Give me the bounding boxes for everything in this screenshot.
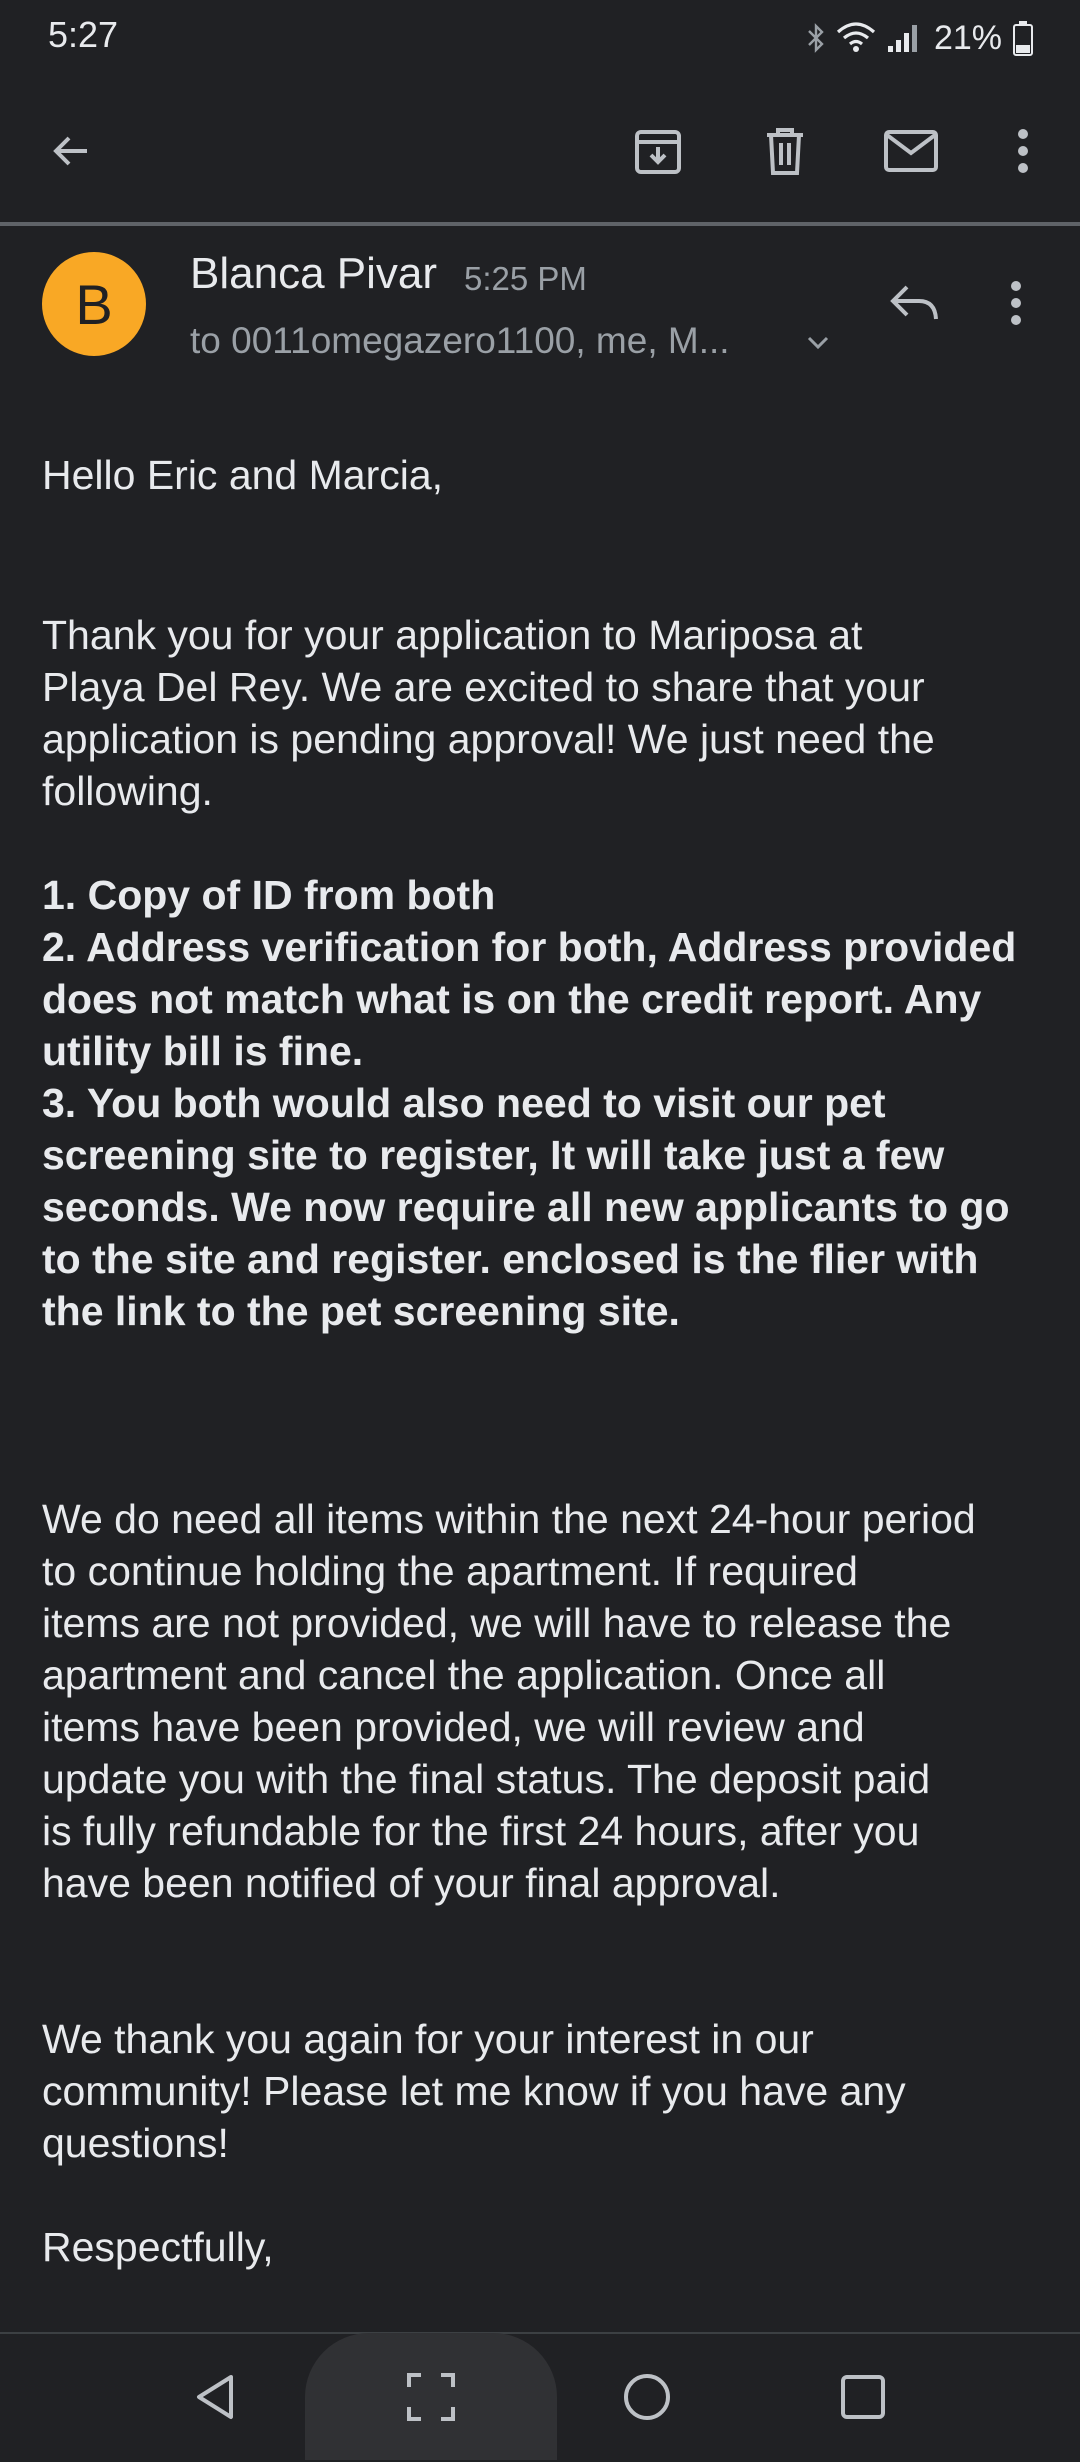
archive-icon[interactable] [623,116,693,186]
screenshot-frame-icon[interactable] [396,2362,466,2432]
recipients-summary[interactable]: to 0011omegazero1100, me, M... [190,320,730,361]
mark-unread-icon[interactable] [876,116,946,186]
body-line: apartment and cancel the application. Once all [42,1652,886,1698]
body-line: We do need all items within the next 24-hour period [42,1496,976,1542]
list-item: utility bill is fine. [42,1028,364,1074]
recents-square-icon[interactable] [828,2362,898,2432]
body-line: items have been provided, we will review and [42,1704,865,1750]
home-circle-icon[interactable] [612,2362,682,2432]
list-item: does not match what is on the credit report. Any [42,976,982,1022]
list-item: 2. Address verification for both, Address provided [42,924,1017,970]
list-item: the link to the pet screening site. [42,1288,680,1334]
body-line: have been notified of your final approval. [42,1860,781,1906]
chevron-down-icon[interactable] [800,325,836,361]
battery-percent: 21% [933,18,1002,57]
list-item: to the site and register. enclosed is the flier with [42,1236,979,1282]
body-line: following. [42,768,213,814]
sent-time: 5:25 PM [464,260,587,297]
body-line: items are not provided, we will have to release the [42,1600,952,1646]
message-more-icon[interactable] [986,268,1046,338]
body-line: Playa Del Rey. We are excited to share that your [42,664,925,710]
signal-icon [886,22,922,54]
body-line: Thank you for your application to Mariposa at [42,612,863,658]
signoff: Respectfully, [42,2224,274,2270]
status-bar [0,0,1080,76]
list-item: seconds. We now require all new applicants to go [42,1184,1010,1230]
deadline-paragraph [42,1493,1052,1909]
status-time: 5:27 [48,14,119,55]
delete-icon[interactable] [750,116,820,186]
body-line: is fully refundable for the first 24 hours, after you [42,1808,920,1854]
email-intro-paragraph [42,609,1052,817]
battery-icon [1012,20,1034,56]
list-item: 1. Copy of ID from both [42,872,496,918]
body-line: application is pending approval! We just need the [42,716,935,762]
body-line: to continue holding the apartment. If required [42,1548,858,1594]
list-item: screening site to register, It will take just a few [42,1132,945,1178]
closing-paragraph [42,2013,1052,2169]
email-greeting: Hello Eric and Marcia, [42,452,444,498]
top-app-bar [0,76,1080,222]
sender-name[interactable]: Blanca Pivar [190,249,438,298]
body-line: We thank you again for your interest in our [42,2016,814,2062]
back-triangle-icon[interactable] [180,2362,250,2432]
reply-icon[interactable] [880,268,950,338]
status-icons [806,16,1034,60]
more-vert-icon[interactable] [988,116,1058,186]
body-line: update you with the final status. The deposit paid [42,1756,931,1802]
body-line: community! Please let me know if you have any [42,2068,906,2114]
header-divider [0,222,1080,226]
back-arrow-icon[interactable] [36,116,106,186]
list-item: 3. You both would also need to visit our pet [42,1080,886,1126]
requirements-list [42,869,1052,1337]
body-line: questions! [42,2120,229,2166]
bluetooth-icon [806,22,826,54]
wifi-icon [836,22,876,54]
avatar[interactable]: B [42,252,146,356]
